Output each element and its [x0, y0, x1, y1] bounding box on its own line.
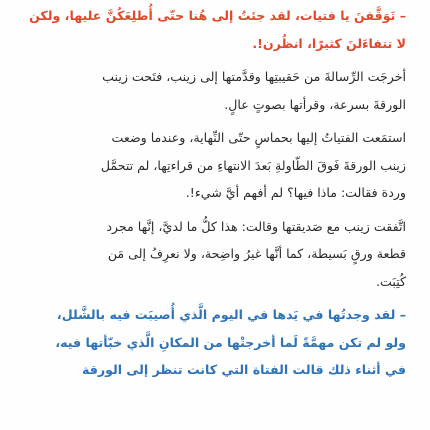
text-line: ولو لم تكن مهمَّةً لَما أخرجتْها من المكانِ الَّذي خبّأتها فيه، [55, 334, 406, 350]
text-line: استمَعت الفتياتُ إليها بحماسٍ حتّى النِّهاية، وعندما وضعت [111, 130, 406, 145]
dialogue-paragraph-1 [24, 2, 406, 57]
text-line: كُتِبَت. [376, 273, 406, 289]
text-line: – لقد وجدتُها في يَدها في اليوم الَّذي أُصيبَت فيه بالشَّلل، [56, 307, 406, 322]
narrative-paragraph-3 [24, 124, 406, 207]
text-line: وردة فقالت: ماذا فيها؟ لم أفهم أيَّ شيء!. [185, 185, 406, 200]
text-line: الورقةَ بسرعة، وقرأتها بصوتٍ عالٍ. [224, 96, 406, 112]
dialogue-paragraph-5 [24, 301, 406, 377]
cut-off-text-line: في أثناء ذلك قالت الفتاة التي كانت تنظر إلى الورقة [81, 362, 406, 377]
text-line: زينب الورقةَ فَوقَ الطّاولةِ بَعدَ الانتهاءِ من قراءتِها، لم تتحمَّل [100, 157, 406, 173]
text-line: لا تتفاءَلنَ كثيرًا، انظُرن!. [252, 35, 406, 51]
text-line: أخرجَت الرِّسالةَ من حَقيبتِها وقدَّمتها إلى زينب، فتَحت زينب [102, 69, 406, 84]
text-line: اتَّفقت زينب مع صَديقتها وقالت: هذا كلُّ ما لديَّ، إنَّها مجرد [106, 218, 406, 234]
narrative-paragraph-2 [24, 63, 406, 118]
text-line: قطعة ورقٍ بَسيطة، كما أنَّها غيرُ واضِحة، ولا نعرِفُ إلى مَن [107, 246, 406, 261]
narrative-paragraph-4 [24, 213, 406, 296]
page-text [24, 2, 406, 377]
text-line: – تَوَقَّفنَ يا فتيات، لقد جئتُ إلى هُنا حتّى أُطلِعَكُنَّ عليها، ولكن [29, 8, 406, 23]
